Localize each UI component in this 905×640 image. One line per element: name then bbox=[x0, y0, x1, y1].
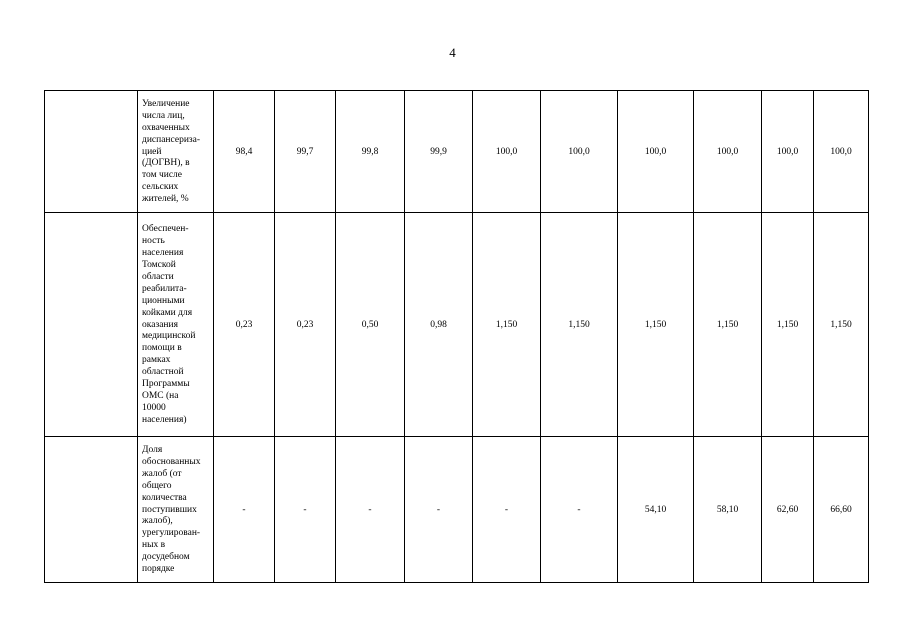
label-line: общего bbox=[142, 480, 172, 491]
value-cell: 100,0 bbox=[618, 91, 694, 213]
label-line: урегулирован- bbox=[142, 528, 201, 539]
label-line: реабилита- bbox=[142, 283, 187, 294]
value-cell: 0,98 bbox=[405, 213, 473, 437]
value-cell: 1,150 bbox=[541, 213, 618, 437]
value-cell: 62,60 bbox=[762, 437, 814, 583]
label-line: количества bbox=[142, 492, 187, 503]
indicator-table bbox=[44, 90, 869, 583]
value-cell: 100,0 bbox=[694, 91, 762, 213]
value-cell: 54,10 bbox=[618, 437, 694, 583]
label-line: койками для bbox=[142, 307, 193, 318]
label-line: областной bbox=[142, 367, 184, 378]
label-line: охваченных bbox=[142, 122, 190, 133]
value-cell: - bbox=[473, 437, 541, 583]
value-cell: 99,9 bbox=[405, 91, 473, 213]
label-line: сельских bbox=[142, 182, 179, 193]
label-line: Программы bbox=[142, 379, 190, 390]
value-cell: 1,150 bbox=[618, 213, 694, 437]
empty-cell bbox=[45, 91, 138, 213]
indicator-label bbox=[138, 91, 214, 213]
value-cell: 1,150 bbox=[473, 213, 541, 437]
value-cell: 0,50 bbox=[336, 213, 405, 437]
indicator-label bbox=[138, 213, 214, 437]
table-row bbox=[45, 437, 869, 583]
label-line: жалоб), bbox=[142, 516, 173, 527]
label-line: медицинской bbox=[142, 331, 196, 342]
table-row bbox=[45, 91, 869, 213]
label-line: досудебном bbox=[142, 552, 190, 563]
label-line: обоснованных bbox=[142, 456, 201, 467]
page-number: 4 bbox=[449, 45, 456, 60]
value-cell: 0,23 bbox=[214, 213, 275, 437]
value-cell: - bbox=[541, 437, 618, 583]
indicator-label bbox=[138, 437, 214, 583]
label-line: том числе bbox=[142, 170, 183, 181]
value-cell: 100,0 bbox=[473, 91, 541, 213]
label-line: (ДОГВН), в bbox=[142, 158, 190, 169]
value-cell: 100,0 bbox=[762, 91, 814, 213]
label-line: числа лиц, bbox=[142, 110, 185, 121]
label-line: ных в bbox=[142, 540, 166, 551]
label-line: рамках bbox=[142, 355, 171, 366]
value-cell: 1,150 bbox=[762, 213, 814, 437]
value-cell: 66,60 bbox=[814, 437, 869, 583]
label-line: оказания bbox=[142, 319, 178, 330]
value-cell: - bbox=[214, 437, 275, 583]
empty-cell bbox=[45, 213, 138, 437]
label-line: диспансериза- bbox=[142, 134, 201, 145]
label-line: населения bbox=[142, 248, 184, 259]
value-cell: 100,0 bbox=[814, 91, 869, 213]
value-cell: 1,150 bbox=[814, 213, 869, 437]
empty-cell bbox=[45, 437, 138, 583]
label-line: ность bbox=[142, 236, 165, 247]
label-line: Увеличение bbox=[142, 98, 190, 109]
value-cell: 0,23 bbox=[275, 213, 336, 437]
value-cell: 99,7 bbox=[275, 91, 336, 213]
label-line: Томской bbox=[142, 260, 176, 271]
table-row bbox=[45, 213, 869, 437]
value-cell: 1,150 bbox=[694, 213, 762, 437]
label-line: населения) bbox=[142, 414, 187, 425]
value-cell: 100,0 bbox=[541, 91, 618, 213]
label-line: жалоб (от bbox=[142, 468, 182, 479]
value-cell: - bbox=[336, 437, 405, 583]
value-cell: - bbox=[275, 437, 336, 583]
label-line: области bbox=[142, 271, 174, 282]
value-cell: 98,4 bbox=[214, 91, 275, 213]
label-line: цией bbox=[142, 146, 162, 157]
label-line: Доля bbox=[142, 445, 163, 456]
label-line: ОМС (на bbox=[142, 390, 179, 401]
label-line: 10000 bbox=[142, 402, 166, 413]
label-line: Обеспечен- bbox=[142, 224, 189, 235]
value-cell: 58,10 bbox=[694, 437, 762, 583]
value-cell: 99,8 bbox=[336, 91, 405, 213]
label-line: ционными bbox=[142, 295, 185, 306]
value-cell: - bbox=[405, 437, 473, 583]
label-line: жителей, % bbox=[142, 194, 189, 205]
label-line: порядке bbox=[142, 564, 175, 575]
label-line: помощи в bbox=[142, 343, 182, 354]
label-line: поступивших bbox=[142, 504, 197, 515]
